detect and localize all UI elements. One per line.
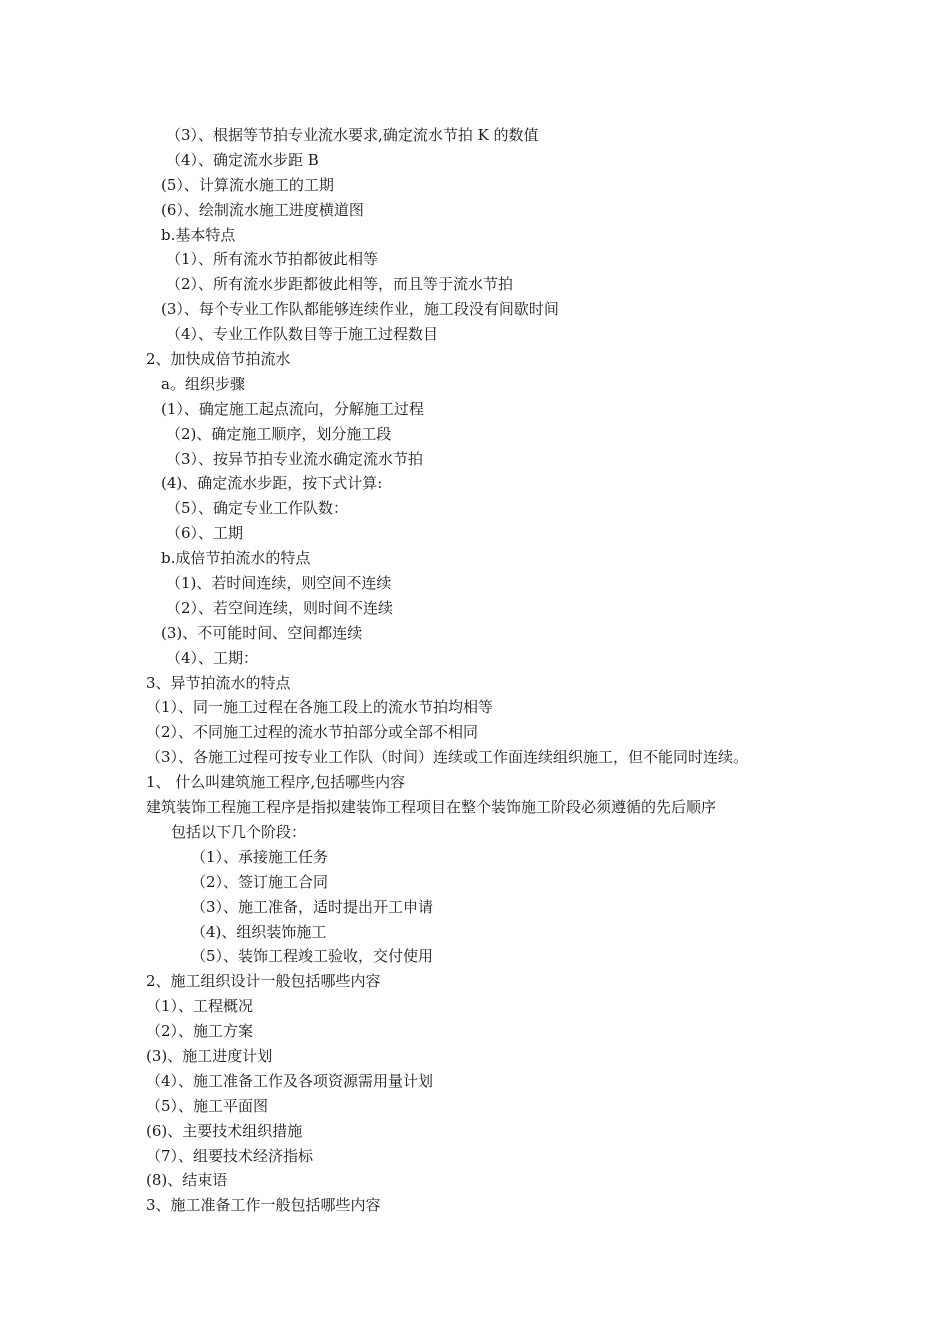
- text-line: 3、施工准备工作一般包括哪些内容: [146, 1196, 381, 1215]
- text-line: （1）、同一施工过程在各施工段上的流水节拍均相等: [146, 698, 494, 717]
- text-line: 建筑装饰工程施工程序是指拟建装饰工程项目在整个装饰施工阶段必须遵循的先后顺序: [146, 798, 717, 817]
- text-line: (5）、计算流水施工的工期: [161, 175, 334, 194]
- text-line: （1）、工程概况: [146, 997, 254, 1016]
- text-line: （2）、签订施工合同: [191, 872, 329, 891]
- text-line: （3）、各施工过程可按专业工作队（时间）连续或工作面连续组织施工，但不能同时连续。: [146, 748, 749, 767]
- text-line: （5）、施工平面图: [146, 1096, 269, 1115]
- text-line: （2）、施工方案: [146, 1022, 254, 1041]
- text-line: （3）、根据等节拍专业流水要求,确定流水节拍 K 的数值: [166, 126, 539, 144]
- text-line: b.成倍节拍流水的特点: [161, 549, 311, 568]
- text-line: （2）、不同施工过程的流水节拍部分或全部不相同: [146, 723, 479, 742]
- text-line: 2、施工组织设计一般包括哪些内容: [146, 972, 381, 991]
- text-line: （3）、按异节拍专业流水确定流水节拍: [166, 449, 424, 468]
- text-line: （6）、工期: [166, 524, 244, 543]
- text-line: (6）、绘制流水施工进度横道图: [161, 200, 364, 219]
- text-line: b.基本特点: [161, 225, 236, 244]
- text-line: (6)、主要技术组织措施: [146, 1121, 303, 1140]
- text-line: （5）、确定专业工作队数：: [166, 499, 349, 518]
- text-line: （1）、承接施工任务: [191, 847, 329, 866]
- text-line: （5）、装饰工程竣工验收，交付使用: [191, 947, 434, 966]
- text-line: （2）、所有流水步距都彼此相等，而且等于流水节拍: [166, 275, 514, 294]
- text-line: (3)、不可能时间、空间都连续: [161, 623, 363, 642]
- text-line: (1）、确定施工起点流向，分解施工过程: [161, 399, 424, 418]
- text-line: （4）、施工准备工作及各项资源需用量计划: [146, 1071, 434, 1090]
- text-line: （3）、施工准备，适时提出开工申请: [191, 897, 434, 916]
- text-line: 3、异节拍流水的特点: [146, 673, 291, 692]
- text-line: a。组织步骤: [161, 374, 245, 393]
- text-line: (8)、结束语: [146, 1171, 228, 1190]
- text-line: （4）、确定流水步距 B: [166, 150, 319, 169]
- text-line: （2）、若空间连续，则时间不连续: [166, 598, 394, 617]
- text-line: （1)、若时间连续，则空间不连续: [166, 574, 392, 593]
- text-line: (3)、施工进度计划: [146, 1046, 273, 1065]
- text-line: (3）、每个专业工作队都能够连续作业，施工段没有间歇时间: [161, 300, 559, 319]
- text-line: （4）、工期：: [166, 648, 259, 667]
- text-line: （1）、所有流水节拍都彼此相等: [166, 250, 379, 269]
- text-line: （7）、组要技术经济指标: [146, 1146, 314, 1165]
- text-line: (4)、确定流水步距，按下式计算:: [161, 474, 383, 493]
- text-line: （4）、专业工作队数目等于施工过程数目: [166, 325, 439, 344]
- text-line: （4)、组织装饰施工: [191, 922, 327, 941]
- text-line: 2、加快成倍节拍流水: [146, 350, 291, 369]
- text-line: 包括以下几个阶段：: [171, 822, 307, 841]
- document-body: [0, 123, 950, 1218]
- text-line: （2)、确定施工顺序，划分施工段: [166, 424, 392, 443]
- text-line: 1、 什么叫建筑施工程序,包括哪些内容: [146, 773, 406, 792]
